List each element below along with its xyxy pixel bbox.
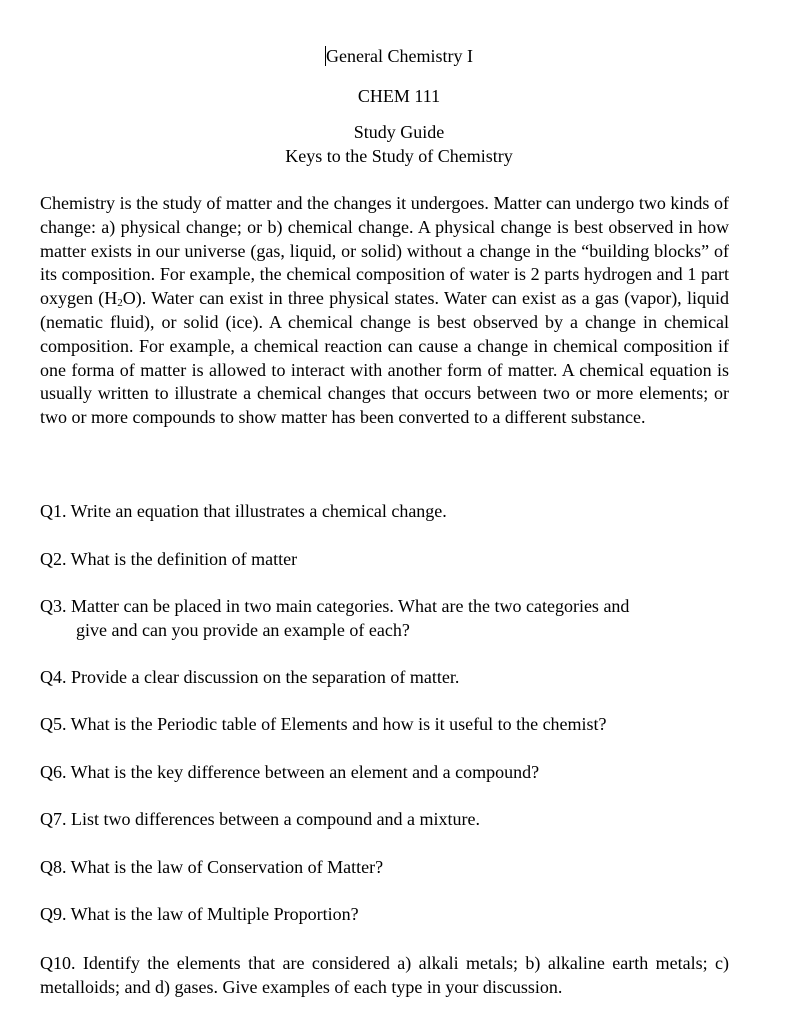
question-10: Q10. Identify the elements that are considered a) alkali metals; b) alkaline earth metals; c) metalloids; and d) gases. Give examples of each type in your discussion. (40, 953, 729, 997)
intro-paragraph (40, 192, 729, 430)
doc-subtitle: Keys to the Study of Chemistry (285, 146, 513, 166)
question-4: Q4. Provide a clear discussion on the separation of matter. (40, 667, 460, 687)
course-code: CHEM 111 (357, 86, 441, 106)
question-5: Q5. What is the Periodic table of Elements and how is it useful to the chemist? (40, 714, 607, 734)
intro-text-part2: O). Water can exist in three physical states. Water can exist as a gas (vapor), liquid (nematic fluid), or solid (ice). A chemical change is best observed by a change in chemical composition. For example, a chemical reaction can cause a change in chemical composition if one forma of matter is allowed to interact with another form of matter. A chemical equation is usually written to illustrate a chemical changes that occurs between two or more elements; or two or more compounds to show matter has been converted to a different substance. (40, 288, 729, 428)
question-3-line-1: Q3. Matter can be placed in two main categories. What are the two categories and (40, 596, 630, 616)
question-1: Q1. Write an equation that illustrates a chemical change. (40, 501, 447, 521)
question-9: Q9. What is the law of Multiple Proportion? (40, 904, 359, 924)
question-3-line-2: give and can you provide an example of each? (76, 620, 410, 640)
question-2: Q2. What is the definition of matter (40, 549, 298, 569)
doc-type: Study Guide (353, 122, 445, 142)
question-6: Q6. What is the key difference between an element and a compound? (40, 762, 540, 782)
subscript-2: 2 (117, 297, 123, 310)
course-title-text: General Chemistry I (326, 46, 473, 66)
question-8: Q8. What is the law of Conservation of Matter? (40, 857, 384, 877)
question-7: Q7. List two differences between a compound and a mixture. (40, 809, 481, 829)
intro-text-part1: Chemistry is the study of matter and the changes it undergoes. Matter can undergo two kinds of change: a) physical change; or b) chemical change. A physical change is best observed in how matter exists in our universe (gas, liquid, or solid) without a change in the “building blocks” of its composition. For example, the chemical composition of water is 2 parts hydrogen and 1 part oxygen (H (40, 193, 729, 309)
course-title (0, 45, 798, 67)
